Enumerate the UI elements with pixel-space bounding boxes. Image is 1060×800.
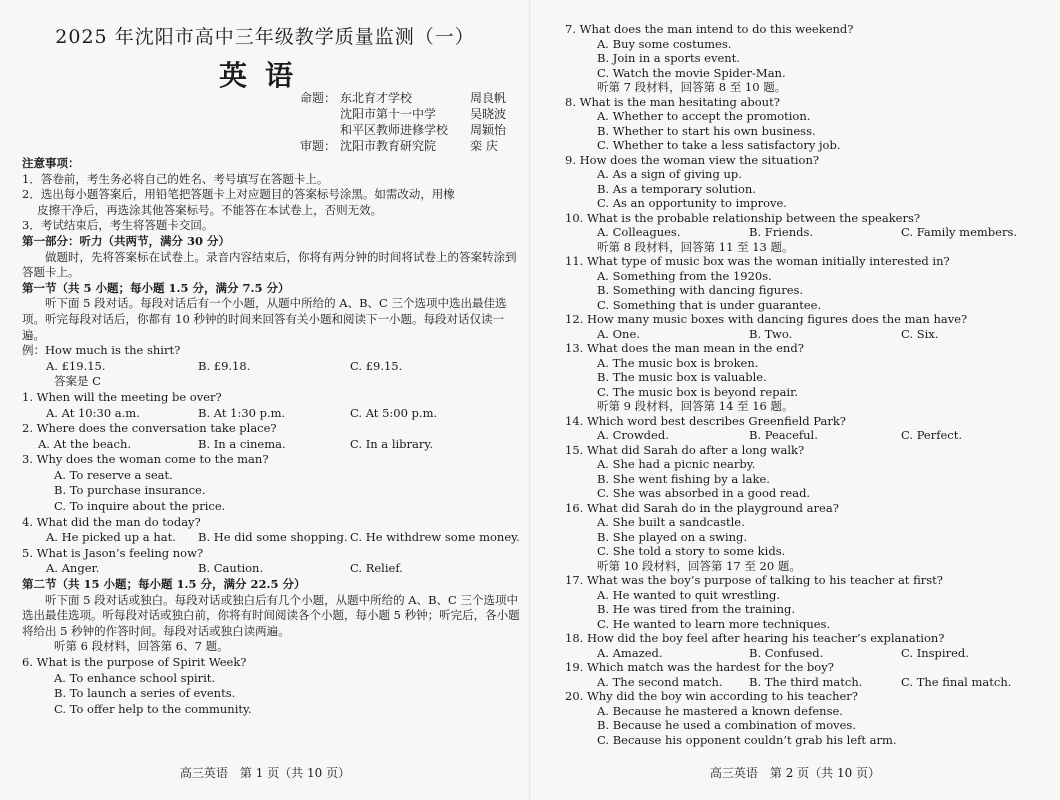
question-18: 18. How did the boy feel after hearing his teacher’s explanation?: [565, 631, 945, 645]
question-9: 9. How does the woman view the situation?: [565, 152, 820, 167]
question-9-option: B. As a temporary solution.: [597, 181, 756, 196]
question-12: 12. How many music boxes with dancing figures does the man have?: [565, 312, 968, 326]
question-3-option: B. To purchase insurance.: [54, 483, 206, 498]
material-note: 听第 8 段材料，回答第 11 至 13 题。: [597, 239, 794, 254]
question-16-option: A. She built a sandcastle.: [597, 515, 745, 529]
example-answer: 答案是 C: [54, 374, 101, 389]
material-note: 听第 10 段材料，回答第 17 至 20 题。: [597, 558, 801, 573]
part1-desc: 做题时，先将答案标在试卷上。录音内容结束后，你将有两分钟的时间将试卷上的答案转涂到答题卡上。: [22, 249, 517, 280]
author-row: 沈阳市第十一中学 吴晓波: [340, 107, 507, 121]
question-11-option: A. Something from the 1920s.: [597, 268, 772, 283]
question-1: 1. When will the meeting be over?: [22, 389, 222, 404]
section1-desc: 听下面 5 段对话。每段对话后有一个小题，从题中所给的 A、B、C 三个选项中选出最佳选项。听完每段对话后，你都有 10 秒钟的时间来回答有关小题和阅读下一小题。每段对话仅读一遍。: [22, 296, 507, 342]
question-10: 10. What is the probable relationship between the speakers?: [565, 210, 921, 225]
section2-title: 第二节（共 15 小题；每小题 1.5 分，满分 22.5 分）: [22, 577, 306, 592]
question-19: 19. Which match was the hardest for the boy?: [565, 660, 834, 674]
question-12-options: A. One. B. Two. C. Six.: [597, 326, 939, 341]
question-6-option: A. To enhance school spirit.: [54, 670, 216, 685]
question-8: 8. What is the man hesitating about?: [565, 94, 780, 109]
author-row: 审题： 沈阳市教育研究院 栾 庆: [300, 139, 498, 153]
question-3-option: A. To reserve a seat.: [54, 467, 173, 482]
question-13-option: A. The music box is broken.: [597, 355, 759, 370]
page-2-footer: 高三英语 第 2 页（共 10 页）: [709, 766, 881, 780]
question-6-option: C. To offer help to the community.: [54, 701, 252, 716]
question-11-option: B. Something with dancing figures.: [597, 283, 804, 297]
part1-title: 第一部分：听力（共两节，满分 30 分）: [22, 233, 231, 248]
authors-block: [300, 90, 530, 154]
question-4: 4. What did the man do today?: [22, 514, 201, 529]
material-note: 听第 6 段材料，回答第 6、7 题。: [54, 639, 229, 654]
question-8-option: C. Whether to take a less satisfactory job.: [597, 138, 841, 152]
example-question: 例：How much is the shirt?: [22, 343, 181, 358]
material-note: 听第 9 段材料，回答第 14 至 16 题。: [597, 399, 794, 413]
question-20-option: C. Because his opponent couldn’t grab his left arm.: [597, 732, 897, 747]
question-10-options: A. Colleagues. B. Friends. C. Family members.: [597, 225, 1018, 239]
question-6-option: B. To launch a series of events.: [54, 686, 236, 701]
page-2-content: [565, 22, 1025, 747]
question-5-options: A. Anger. B. Caution. C. Relief.: [46, 561, 403, 576]
question-9-option: A. As a sign of giving up.: [597, 167, 742, 181]
question-15-option: B. She went fishing by a lake.: [597, 471, 770, 486]
question-18-options: A. Amazed. B. Confused. C. Inspired.: [597, 645, 969, 660]
question-15-option: A. She had a picnic nearby.: [597, 457, 756, 471]
question-11-option: C. Something that is under guarantee.: [597, 297, 822, 312]
question-17-option: B. He was tired from the training.: [597, 602, 796, 616]
author-row: 和平区教师进修学校 周颖怡: [340, 123, 507, 137]
question-13-option: B. The music box is valuable.: [597, 370, 767, 384]
question-20-option: B. Because he used a combination of moves.: [597, 718, 856, 732]
question-13: 13. What does the man mean in the end?: [565, 341, 804, 355]
question-6: 6. What is the purpose of Spirit Week?: [22, 655, 247, 669]
question-7-option: A. Buy some costumes.: [597, 36, 732, 51]
question-7: 7. What does the man intend to do this weekend?: [565, 22, 854, 36]
exam-title: 2025 年沈阳市高中三年级教学质量监测（一）: [55, 26, 475, 48]
question-7-option: C. Watch the movie Spider-Man.: [597, 65, 786, 80]
question-19-options: A. The second match. B. The third match. C. The final match.: [597, 674, 1012, 689]
notice-item: 皮擦干净后，再选涂其他答案标号。不能答在本试卷上，否则无效。: [22, 202, 383, 217]
question-11: 11. What type of music box was the woman initially interested in?: [565, 254, 950, 268]
question-20-option: A. Because he mastered a known defense.: [597, 703, 843, 718]
notice-item: 2．选出每小题答案后，用铅笔把答题卡上对应题目的答案标号涂黑。如需改动，用橡: [22, 187, 455, 202]
question-16-option: C. She told a story to some kids.: [597, 544, 786, 558]
question-15: 15. What did Sarah do after a long walk?: [565, 442, 805, 457]
question-8-option: B. Whether to start his own business.: [597, 123, 816, 138]
section2-desc: 听下面 5 段对话或独白。每段对话或独白后有几个小题，从题中所给的 A、B、C 三个选项中选出最佳选项。听每段对话或独白前，你将有时间阅读各个小题，每小题 5 秒钟；听完后，各小题将给出 5 秒钟的作答时间。每段对话或独白读两遍。: [22, 592, 520, 638]
question-8-option: A. Whether to accept the promotion.: [597, 109, 811, 123]
question-3: 3. Why does the woman come to the man?: [22, 452, 269, 467]
material-note: 听第 7 段材料，回答第 8 至 10 题。: [597, 80, 787, 94]
example-options: A. £19.15. B. £9.18. C. £9.15.: [46, 358, 403, 373]
question-14: 14. Which word best describes Greenfield Park?: [565, 413, 846, 428]
question-15-option: C. She was absorbed in a good read.: [597, 486, 811, 500]
page-1-content: [22, 156, 522, 717]
subject-title: 英语: [218, 59, 311, 92]
question-16: 16. What did Sarah do in the playground area?: [565, 500, 839, 515]
question-9-option: C. As an opportunity to improve.: [597, 196, 787, 210]
question-20: 20. Why did the boy win according to his teacher?: [565, 689, 858, 703]
notice-item: 3．考试结束后，考生将答题卡交回。: [22, 218, 214, 233]
question-16-option: B. She played on a swing.: [597, 529, 748, 544]
question-1-options: A. At 10:30 a.m. B. At 1:30 p.m. C. At 5:00 p.m.: [46, 405, 438, 420]
question-17-option: A. He wanted to quit wrestling.: [597, 587, 781, 602]
question-5: 5. What is Jason’s feeling now?: [22, 545, 204, 560]
question-13-option: C. The music box is beyond repair.: [597, 384, 798, 399]
notice-title: 注意事项：: [22, 156, 80, 170]
question-2-options: A. At the beach. B. In a cinema. C. In a library.: [38, 436, 434, 451]
author-row: 命题： 东北育才学校 周良帆: [300, 91, 507, 105]
section1-title: 第一节（共 5 小题；每小题 1.5 分，满分 7.5 分）: [22, 280, 290, 295]
question-14-options: A. Crowded. B. Peaceful. C. Perfect.: [597, 428, 963, 442]
question-17-option: C. He wanted to learn more techniques.: [597, 616, 831, 631]
question-2: 2. Where does the conversation take place?: [22, 421, 277, 436]
notice-item: 1．答卷前，考生务必将自己的姓名、考号填写在答题卡上。: [22, 171, 329, 186]
question-7-option: B. Join in a sports event.: [597, 51, 740, 65]
question-4-options: A. He picked up a hat. B. He did some shopping. C. He withdrew some money.: [46, 530, 520, 545]
question-17: 17. What was the boy’s purpose of talking to his teacher at first?: [565, 573, 943, 587]
question-3-option: C. To inquire about the price.: [54, 499, 226, 514]
page-1-footer: 高三英语 第 1 页（共 10 页）: [179, 766, 351, 780]
